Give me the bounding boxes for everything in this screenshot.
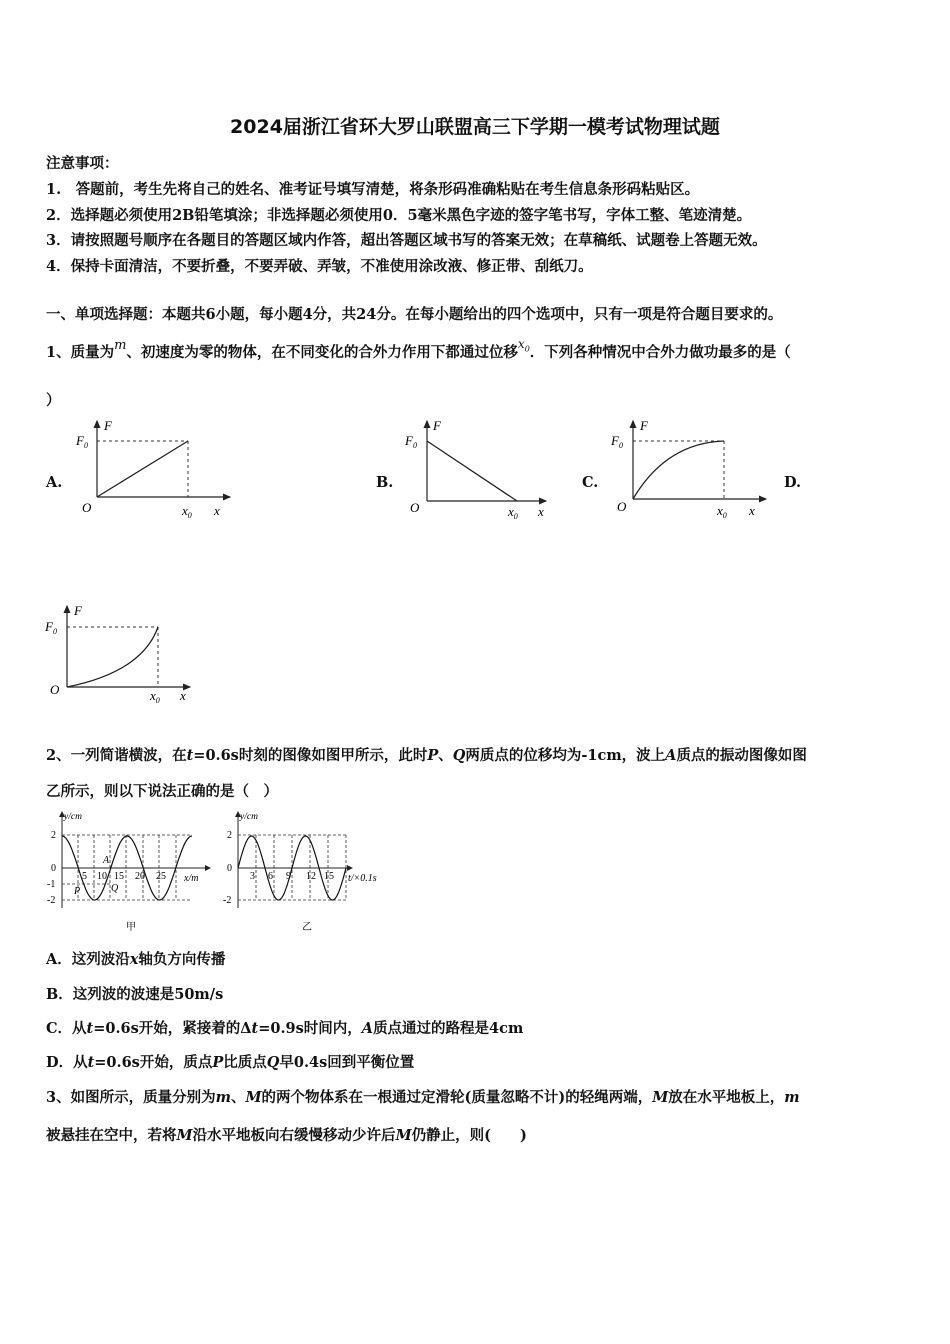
x-tick: 6 (268, 871, 273, 882)
x0-label: $x_0$ (150, 688, 160, 705)
y-tick: 0 (227, 863, 232, 874)
graph-b (400, 415, 570, 525)
page-title: 2024届浙江省环大罗山联盟高三下学期一模考试物理试题 (230, 116, 720, 138)
f-label: F (104, 418, 112, 433)
f0-label: $F_0$ (45, 619, 57, 636)
graph-caption: 甲 (126, 922, 136, 933)
y-tick: 2 (227, 830, 232, 841)
x-tick: 9 (286, 871, 291, 882)
notice-item: 1. 答题前，考生先将自己的姓名、准考证号填写清楚，将条形码准确粘贴在考生信息条形码粘贴区。 (46, 181, 700, 198)
f-label: F (433, 418, 441, 433)
graph-c (606, 415, 776, 525)
x0-label: $x_0$ (508, 504, 518, 521)
force-curve (97, 441, 188, 497)
origin-label: O (82, 500, 92, 515)
x-axis-label: x/m (184, 873, 199, 884)
question-1-stem: 1、质量为m、初速度为零的物体，在不同变化的合外力作用下都通过位移$^{x_0}$．下列各种情况中合外力做功最多的是（ (46, 337, 791, 361)
notice-item: 3．请按照题号顺序在各题目的答题区域内作答，超出答题区域书写的答案无效；在草稿纸、试题卷上答题无效。 (46, 232, 767, 249)
x-tick: 3 (250, 871, 255, 882)
f-label: F (74, 603, 82, 618)
vibration-graph-yi (222, 808, 397, 933)
option-a[interactable]: A．这列波沿x轴负方向传播 (46, 951, 226, 968)
notice-heading: 注意事项： (46, 155, 119, 172)
option-d[interactable]: D．从t=0.6s开始，质点P比质点Q早0.4s回到平衡位置 (46, 1054, 415, 1071)
option-c[interactable]: C．从t=0.6s开始，紧接着的Δt=0.9s时间内，A质点通过的路程是4cm (46, 1020, 524, 1037)
section-heading: 一、单项选择题：本题共6小题，每小题4分，共24分。在每小题给出的四个选项中，只有一项是符合题目要求的。 (46, 306, 783, 323)
option-d-label[interactable]: D. (784, 474, 802, 491)
f0-label: $F_0$ (76, 433, 88, 450)
y-axis-label: y/cm (240, 812, 258, 822)
y-axis-label: y/cm (64, 812, 82, 822)
force-curve (67, 627, 158, 687)
force-curve (633, 441, 724, 499)
x-tick: 10 (97, 871, 107, 882)
graph-a (70, 415, 240, 525)
x-tick: 25 (156, 871, 166, 882)
f-label: F (640, 418, 648, 433)
graph-caption: 乙 (302, 922, 312, 933)
y-tick: 2 (51, 830, 56, 841)
question-3-stem-line1: 3、如图所示，质量分别为m、M的两个物体系在一根通过定滑轮(质量忽略不计)的轻绳两端，M放在水平地板上，m (46, 1089, 800, 1106)
origin-label: O (50, 682, 60, 697)
x-axis-label: t/×0.1s (348, 873, 377, 884)
x-tick: 20 (135, 871, 145, 882)
option-b-label[interactable]: B. (376, 474, 394, 491)
wave-graph-jia (46, 808, 221, 933)
y-tick: -2 (47, 895, 56, 906)
option-a-label[interactable]: A. (46, 474, 63, 491)
point-a-label: A (103, 855, 110, 866)
y-tick: -2 (223, 895, 232, 906)
question-2-stem-line2: 乙所示，则以下说法正确的是（ ） (46, 783, 278, 800)
point-p-label: P (74, 886, 81, 897)
x-tick: 5 (82, 871, 87, 882)
x-label: x (180, 688, 186, 703)
notice-item: 2．选择题必须使用2B铅笔填涂；非选择题必须使用0．5毫米黑色字迹的签字笔书写，字体工整、笔迹清楚。 (46, 207, 752, 224)
notice-item: 4．保持卡面清洁，不要折叠，不要弄破、弄皱，不准使用涂改液、修正带、刮纸刀。 (46, 258, 593, 275)
y-tick: 0 (51, 863, 56, 874)
x-tick: 12 (306, 871, 316, 882)
x-label: x (538, 504, 544, 519)
option-c-label[interactable]: C. (582, 474, 599, 491)
point-q-label: Q (111, 883, 119, 894)
x0-label: $x_0$ (717, 503, 727, 520)
x0-label: $x_0$ (182, 503, 192, 520)
x-tick: 15 (114, 871, 124, 882)
x-label: x (749, 503, 755, 518)
f0-label: $F_0$ (611, 433, 623, 450)
x-tick: 15 (324, 871, 334, 882)
question-3-stem-line2: 被悬挂在空中，若将M沿水平地板向右缓慢移动少许后M仍静止，则( ) (46, 1127, 527, 1144)
x-label: x (214, 503, 220, 518)
origin-label: O (617, 499, 627, 514)
y-tick: -1 (47, 879, 56, 890)
graph-d (42, 600, 212, 710)
force-curve (427, 441, 517, 501)
question-2-stem-line1: 2、一列简谐横波，在t=0.6s时刻的图像如图甲所示，此时P、Q两质点的位移均为-1cm，波上A质点的振动图像如图 (46, 747, 807, 764)
f0-label: $F_0$ (405, 433, 417, 450)
option-b[interactable]: B．这列波的波速是50m/s (46, 986, 224, 1003)
question-1-close: ） (46, 392, 61, 409)
origin-label: O (410, 500, 420, 515)
